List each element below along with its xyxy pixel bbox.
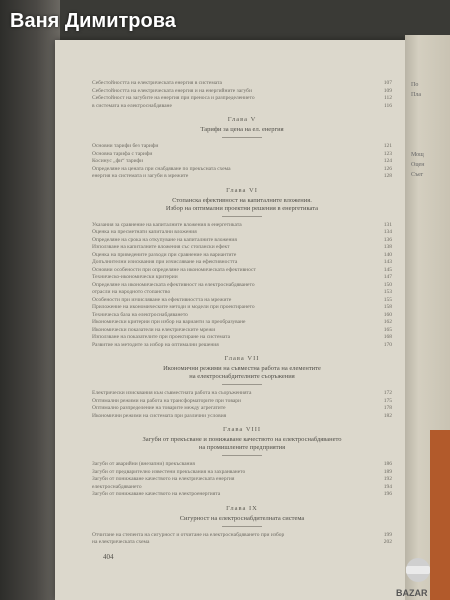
- entry-page: 126: [383, 165, 392, 172]
- toc-entry: [92, 413, 392, 421]
- entry-title: Приложение на икономическите методи и модели при проектирането: [92, 304, 255, 310]
- toc-entry: [92, 237, 392, 245]
- entry-title: електроснабдяването: [92, 483, 142, 490]
- toc-entry: [92, 267, 392, 275]
- toc-entry: [92, 461, 392, 469]
- entry-page: 155: [383, 296, 392, 303]
- entry-page: 192: [383, 476, 392, 482]
- toc-section: [92, 355, 392, 420]
- entry-title: Определяне на икономическата ефективност на електроснабдяването: [92, 281, 255, 288]
- entry-title: на електрическата схема: [92, 539, 150, 545]
- chapter-title: Сигурност на електроснабдителната система: [179, 514, 305, 522]
- toc-entry: [92, 222, 392, 230]
- entry-title: енергия на системата и загуби в мрежите: [92, 173, 189, 179]
- entry-title: Себестойността на електрическата енергия в системата: [92, 80, 222, 86]
- entry-page: 107: [383, 80, 392, 86]
- entry-title: Основна тарифа с тарифи: [92, 150, 153, 157]
- toc-entry: [92, 539, 392, 547]
- entry-page: 150: [383, 281, 392, 288]
- toc-entry: [92, 173, 392, 181]
- entry-title: Особености при изчисляване на ефективността на мрежите: [92, 296, 232, 303]
- toc-entry: [92, 304, 392, 312]
- toc-entry: [92, 390, 392, 398]
- entry-page: 128: [383, 173, 392, 179]
- entry-page: 140: [383, 251, 392, 258]
- toc-entry: [92, 491, 392, 499]
- entry-page: 162: [383, 319, 392, 325]
- divider: [222, 384, 262, 385]
- toc-entry: [92, 282, 392, 290]
- entry-page: 168: [383, 334, 392, 340]
- entry-page: 182: [383, 412, 392, 419]
- entry-title: Основни тарифи без тарифи: [92, 143, 159, 149]
- chapter-title: Икономични режими на съвместна работа на елементите: [163, 365, 321, 372]
- entry-title: Икономически критерии при избор на варианти за преобразуване: [92, 319, 246, 325]
- entry-title: Себестойност на загубите на енергия при преноса и разпределението: [92, 95, 255, 101]
- entry-title: Загуби от аварийни (внезапни) прекъсвания: [92, 461, 195, 467]
- toc-entry: [92, 334, 392, 342]
- entry-title: Използване на капиталните вложения със стопански ефект: [92, 244, 230, 250]
- entry-title: Загуби от предварително известени прекъсвания на захранването: [92, 468, 246, 475]
- entry-page: 109: [383, 87, 392, 94]
- divider: [222, 526, 262, 527]
- entry-page: 165: [383, 326, 392, 333]
- entry-page: 143: [383, 259, 392, 265]
- toc-section: [92, 116, 392, 181]
- entry-page: 147: [383, 274, 392, 280]
- toc-entry: [92, 229, 392, 237]
- entry-title: Развитие на методите за избор на оптимални решения: [92, 341, 219, 348]
- entry-title: Себестойността на електрическата енергия и на енергийните загуби: [92, 87, 252, 94]
- entry-page: 138: [383, 244, 392, 250]
- entry-page: 172: [383, 390, 392, 396]
- toc-entry: [92, 80, 392, 88]
- toc-entry: [92, 259, 392, 267]
- entry-page: 136: [383, 236, 392, 243]
- divider: [222, 455, 262, 456]
- entry-page: 170: [383, 341, 392, 348]
- entry-page: 178: [383, 405, 392, 411]
- toc-entry: [92, 405, 392, 413]
- toc-entry: [92, 319, 392, 327]
- facing-text-top: По Пла: [411, 82, 421, 98]
- entry-page: 160: [383, 311, 392, 318]
- chapter-title: Избор на оптимални проектни решения в енергетиката: [165, 204, 319, 212]
- toc-entry: [92, 143, 392, 151]
- logo-label: BAZAR: [396, 588, 428, 598]
- entry-page: 202: [383, 539, 392, 545]
- toc-entry: [92, 252, 392, 260]
- entry-title: Електрически изисквания към съвместната работа на съоръженията: [92, 390, 252, 396]
- entry-title: Икономични режими на системата при различни условия: [92, 412, 227, 419]
- entry-page: 175: [383, 397, 392, 404]
- chapter-title: Тарифи за цена на ел. енергия: [200, 126, 284, 133]
- chapter-title: Стопанска ефективност на капиталните вложения.: [172, 196, 312, 204]
- toc-entry: [92, 484, 392, 492]
- toc-entry: [92, 289, 392, 297]
- seller-name: Ваня Димитрова: [10, 10, 176, 32]
- entry-title: Допълнителни изисквания при изчисляване на ефективността: [92, 259, 238, 265]
- chapter-heading: Глава VII: [224, 355, 260, 362]
- entry-title: Използване на показателите при проектиране на системата: [92, 334, 231, 340]
- entry-title: Оптимални режими на работа на трансформаторите при товари: [92, 397, 241, 404]
- toc-section: [92, 426, 392, 499]
- toc-entry: [92, 476, 392, 484]
- toc-entry: [92, 158, 392, 166]
- toc-entry: [92, 166, 392, 174]
- page-number: 404: [103, 553, 114, 561]
- entry-title: Указания за сравнение на капиталните вложения в енергетиката: [92, 221, 242, 228]
- toc-entry: [92, 532, 392, 540]
- entry-page: 199: [383, 531, 392, 538]
- toc-entry: [92, 342, 392, 350]
- entry-page: 194: [383, 483, 392, 490]
- entry-page: 123: [383, 150, 392, 157]
- entry-title: Техническо-икономически критерии: [92, 274, 178, 280]
- entry-page: 145: [383, 266, 392, 273]
- entry-title: Основни особености при определяне на икономическата ефективност: [92, 266, 256, 273]
- entry-page: 121: [383, 143, 392, 149]
- chapter-heading: Глава V: [227, 116, 257, 123]
- divider: [222, 216, 262, 217]
- toc-entry: [92, 312, 392, 320]
- toc-entry: [92, 88, 392, 96]
- entry-title: Оценка на пресметнати капитални вложения: [92, 229, 197, 235]
- toc-entry: [92, 244, 392, 252]
- entry-page: 153: [383, 289, 392, 295]
- entry-title: Оценка на приведените разходи при сравнение на вариантите: [92, 251, 237, 258]
- entry-page: 116: [383, 102, 392, 109]
- toc-section: [92, 80, 392, 110]
- chapter-heading: Глава VIII: [222, 426, 262, 433]
- entry-title: Определяне на цената при снабдяване по прекъсната схема: [92, 165, 231, 172]
- toc-entry: [92, 151, 392, 159]
- page-left-shadow: [0, 0, 60, 600]
- toc-section: [92, 505, 392, 547]
- toc-entry: [92, 469, 392, 477]
- entry-title: Определяне на срока на откупуване на капиталните вложения: [92, 236, 237, 243]
- entry-page: 112: [383, 95, 392, 101]
- bazar-logo-icon: [392, 556, 444, 584]
- divider: [222, 137, 262, 138]
- entry-page: 124: [383, 158, 392, 164]
- chapter-title: на електроснабдителните съоръжения: [189, 373, 295, 380]
- toc-entry: [92, 398, 392, 406]
- entry-page: 134: [383, 229, 392, 235]
- facing-text-mid: Мощ Оцен Съег: [411, 152, 425, 178]
- entry-title: Загуби от понижаване качеството на електрическата енергия: [92, 476, 235, 482]
- entry-title: Техническа база на електроснабдяването: [92, 311, 188, 318]
- toc-entry: [92, 274, 392, 282]
- entry-title: Косинус „фи“ тарифи: [92, 158, 144, 164]
- toc-entry: [92, 103, 392, 111]
- toc-entry: [92, 297, 392, 305]
- entry-title: отрасли на народното стопанство: [92, 289, 171, 295]
- entry-page: 186: [383, 461, 392, 467]
- entry-title: Отчитане на степента на сигурност и отчитане на електроснабдяването при избор: [92, 531, 285, 538]
- toc-section: [92, 187, 392, 350]
- entry-page: 131: [383, 221, 392, 228]
- chapter-heading: Глава IX: [226, 504, 258, 512]
- entry-title: Икономически показатели на електрическите мрежи: [92, 326, 216, 333]
- toc-entry: [92, 95, 392, 103]
- chapter-title: на промишлените предприятия: [198, 444, 286, 451]
- entry-page: 189: [383, 468, 392, 475]
- entry-page: 196: [383, 491, 392, 497]
- entry-title: Загуби от понижаване качеството на електроенергията: [92, 491, 221, 497]
- entry-title: в системата на електроснабдяване: [92, 102, 172, 109]
- entry-page: 158: [383, 304, 392, 310]
- table-of-contents: [92, 80, 392, 547]
- chapter-heading: Глава VI: [226, 186, 258, 194]
- toc-entry: [92, 327, 392, 335]
- chapter-title: Загуби от прекъсване и понижаване качеството на електроснабдяването: [142, 436, 342, 443]
- entry-title: Оптимално разпределение на товарите между агрегатите: [92, 405, 226, 411]
